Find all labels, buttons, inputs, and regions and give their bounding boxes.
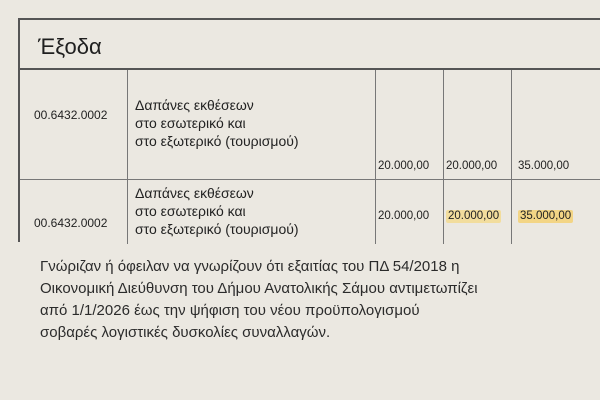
value-cell-3 (512, 70, 600, 179)
amount-1: 20.000,00 (378, 160, 430, 172)
code-cell (20, 70, 128, 179)
value-cell-3 (512, 180, 600, 244)
value-cell-1 (376, 70, 444, 179)
highlighted-amount-2: 20.000,00 (448, 210, 500, 222)
table-title-row (20, 20, 600, 70)
account-description: Δαπάνες εκθέσεων στο εσωτερικό και στο εξωτερικό (τουρισμού) (135, 97, 299, 149)
value-cell-2 (444, 70, 512, 179)
highlighted-amount-3: 35.000,00 (520, 210, 572, 222)
value-cell-1 (376, 180, 444, 244)
table-row (20, 70, 600, 180)
expenses-table (18, 18, 600, 242)
account-code: 00.6432.0002 (34, 108, 108, 122)
amount-3: 35.000,00 (518, 160, 570, 172)
description-cell (128, 70, 376, 179)
caption-paragraph (40, 256, 585, 344)
account-description: Δαπάνες εκθέσεων στο εσωτερικό και στο εξωτερικό (τουρισμού) (135, 185, 299, 237)
caption-line: σοβαρές λογιστικές δυσκολίες συναλλαγών. (40, 324, 331, 341)
value-cell-2 (444, 180, 512, 244)
amount-1: 20.000,00 (378, 210, 430, 222)
caption-line: Οικονομική Διεύθυνση του Δήμου Ανατολικής Σάμου αντιμετωπίζει (40, 280, 478, 297)
caption-line: Γνώριζαν ή όφειλαν να γνωρίζουν ότι εξαιτίας του ΠΔ 54/2018 η (40, 258, 460, 275)
amount-2: 20.000,00 (446, 160, 498, 172)
table-row (20, 180, 600, 244)
table-title: Έξοδα (38, 34, 102, 59)
caption-line: από 1/1/2026 έως την ψήφιση του νέου προϋπολογισμού (40, 302, 420, 319)
description-cell (128, 180, 376, 244)
code-cell (20, 180, 128, 244)
account-code: 00.6432.0002 (34, 216, 108, 230)
